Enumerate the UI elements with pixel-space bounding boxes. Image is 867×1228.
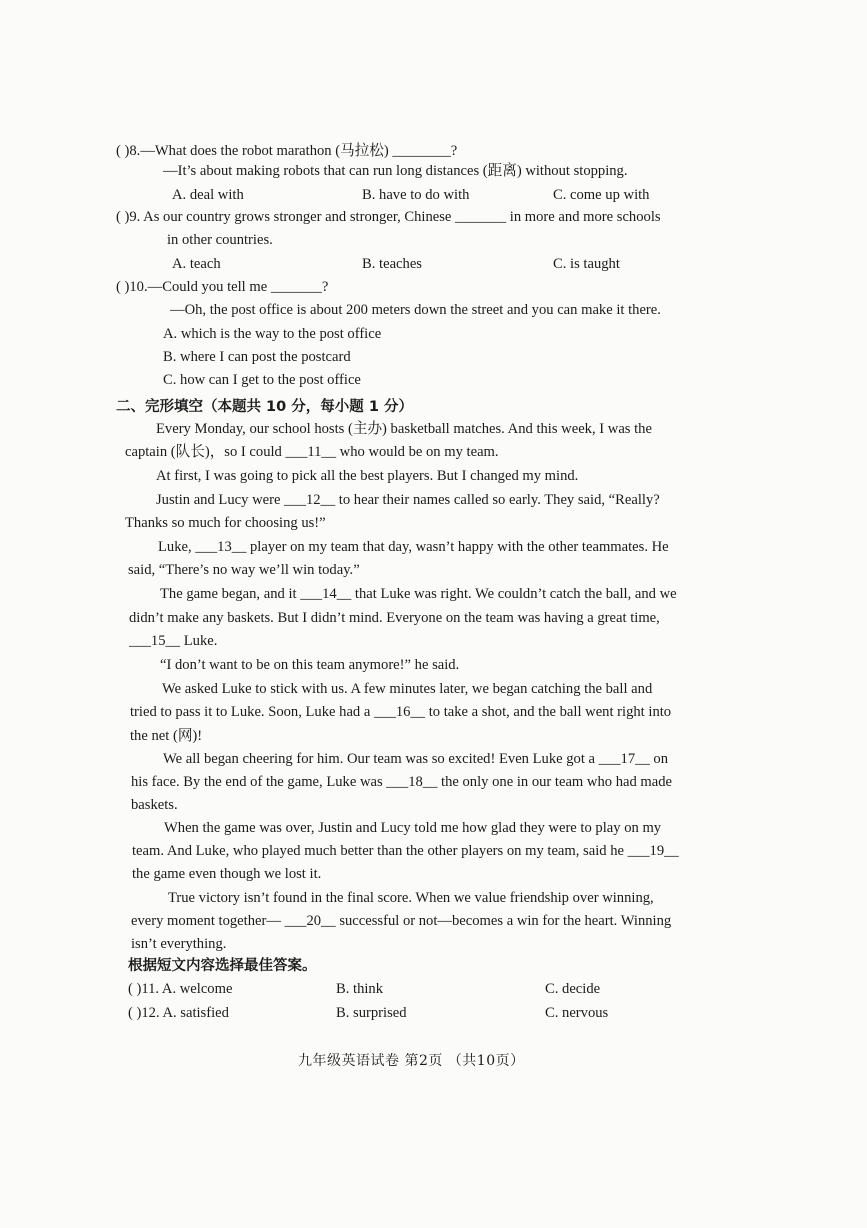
p9-l2: team. And Luke, who played much better than the other players on my team, said he ___19__ xyxy=(132,843,679,859)
p8-l2: his face. By the end of the game, Luke was ___18__ the only one in our team who had made xyxy=(131,774,673,790)
p5-l1: The game began, and it ___14__ that Luke was right. We couldn’t catch the ball, and we xyxy=(160,586,677,602)
p10-l2: every moment together— ___20__ successful or not—becomes a win for the heart. Winning xyxy=(131,913,672,929)
p6-l1: “I don’t want to be on this team anymore!” he said. xyxy=(160,657,460,673)
q11-stem: ( )11. A. welcome xyxy=(128,981,233,997)
p5-l3: ___15__ Luke. xyxy=(129,633,218,649)
p2-l1: At first, I was going to pick all the best players. But I changed my mind. xyxy=(156,468,579,484)
p9-l1: When the game was over, Justin and Lucy told me how glad they were to play on my xyxy=(164,820,662,836)
p1-l1: Every Monday, our school hosts (主办) basketball matches. And this week, I was the xyxy=(156,421,652,437)
p5-l2: didn’t make any baskets. But I didn’t mind. Everyone on the team was having a great time, xyxy=(129,610,660,626)
q8-opt-c: C. come up with xyxy=(553,187,650,203)
q8-answer: —It’s about making robots that can run long distances (距离) without stopping. xyxy=(163,163,628,179)
q12-stem: ( )12. A. satisfied xyxy=(128,1005,229,1021)
q8-opt-b: B. have to do with xyxy=(362,187,470,203)
q9-opt-c: C. is taught xyxy=(553,256,620,272)
q9-stem: ( )9. As our country grows stronger and stronger, Chinese _______ in more and more schools xyxy=(116,209,661,225)
p10-l1: True victory isn’t found in the final score. When we value friendship over winning, xyxy=(168,890,654,906)
q12-opt-c: C. nervous xyxy=(545,1005,609,1021)
instruction: 根据短文内容选择最佳答案。 xyxy=(128,958,317,974)
q11-opt-b: B. think xyxy=(336,981,384,997)
p7-l1: We asked Luke to stick with us. A few minutes later, we began catching the ball and xyxy=(162,681,653,697)
section2-heading: 二、完形填空（本题共 10 分，每小题 1 分） xyxy=(116,399,413,415)
q10-answer: —Oh, the post office is about 200 meters down the street and you can make it there. xyxy=(170,302,661,318)
p1-l2: captain (队长)，so I could ___11__ who would be on my team. xyxy=(125,444,499,460)
q9-stem-2: in other countries. xyxy=(167,232,273,248)
p3-l1: Justin and Lucy were ___12__ to hear their names called so early. They said, “Really? xyxy=(156,492,660,508)
p9-l3: the game even though we lost it. xyxy=(132,866,322,882)
p7-l2: tried to pass it to Luke. Soon, Luke had a ___16__ to take a shot, and the ball went right into xyxy=(130,704,672,720)
q10-opt-a: A. which is the way to the post office xyxy=(163,326,382,342)
p4-l1: Luke, ___13__ player on my team that day, wasn’t happy with the other teammates. He xyxy=(158,539,669,555)
p4-l2: said, “There’s no way we’ll win today.” xyxy=(128,562,360,578)
p3-l2: Thanks so much for choosing us!” xyxy=(125,515,326,531)
p10-l3: isn’t everything. xyxy=(131,936,227,952)
p8-l1: We all began cheering for him. Our team was so excited! Even Luke got a ___17__ on xyxy=(163,751,668,767)
q11-opt-c: C. decide xyxy=(545,981,601,997)
q8-opt-a: A. deal with xyxy=(172,187,244,203)
p7-l3: the net (网)! xyxy=(130,728,203,744)
page-footer: 九年级英语试卷 第2页 （共10页） xyxy=(298,1053,525,1069)
q9-opt-a: A. teach xyxy=(172,256,221,272)
q8-stem: ( )8.—What does the robot marathon (马拉松) ________? xyxy=(116,143,458,159)
q10-opt-c: C. how can I get to the post office xyxy=(163,372,361,388)
p8-l3: baskets. xyxy=(131,797,178,813)
q10-stem: ( )10.—Could you tell me _______? xyxy=(116,279,329,295)
q9-opt-b: B. teaches xyxy=(362,256,422,272)
q12-opt-b: B. surprised xyxy=(336,1005,407,1021)
q10-opt-b: B. where I can post the postcard xyxy=(163,349,351,365)
